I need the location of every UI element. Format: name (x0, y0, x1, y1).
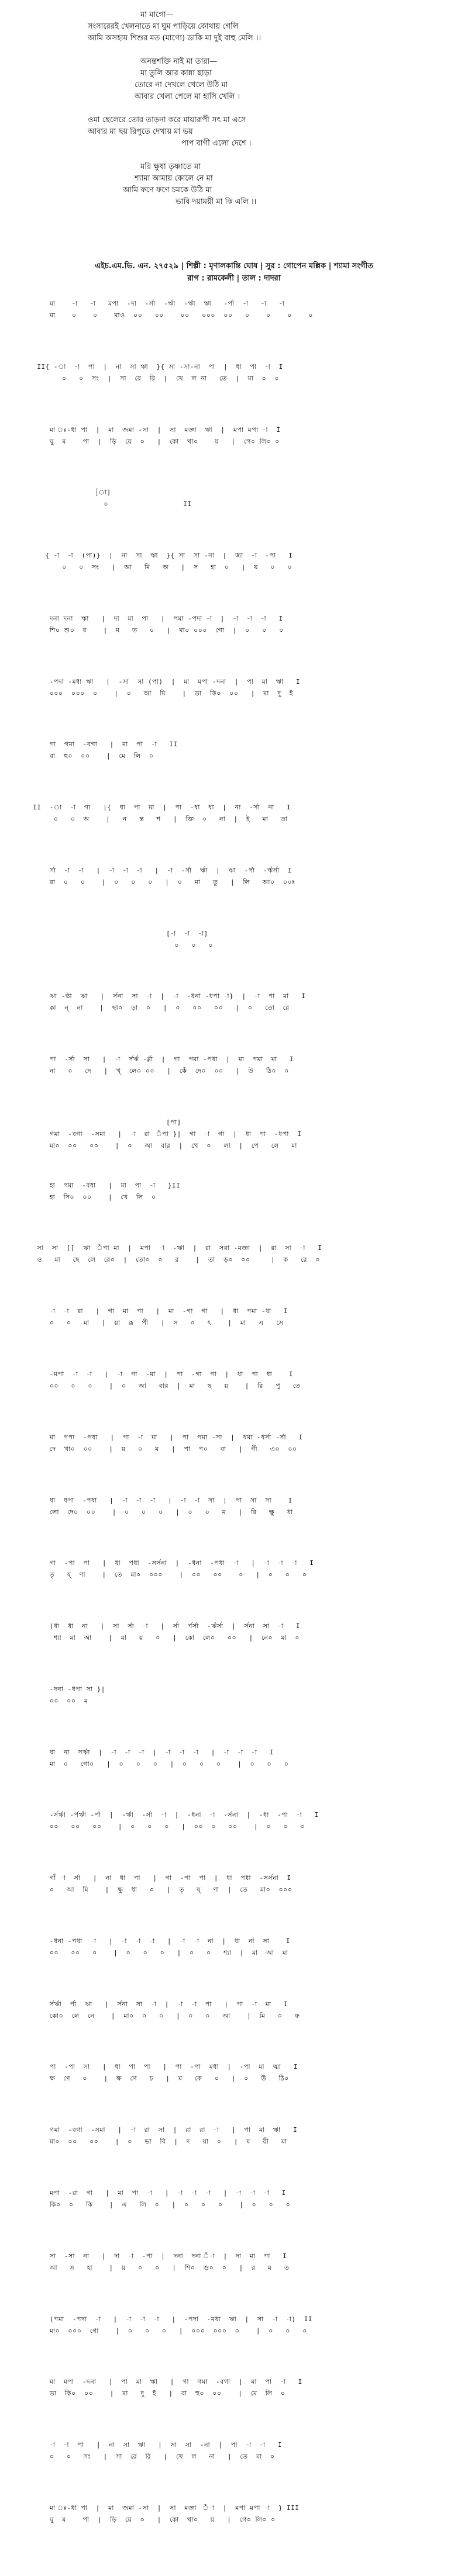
notation-lyric-row: লো দে০ ০০ | ০ ০ ০ | ০ ০ ম | রি ক্ষু ধা (25, 1508, 293, 1516)
notation-lyric-row: ০ ০ সং | সা রে রি | খে ল না তে | মা ০ ০ (25, 374, 280, 382)
notation-swara-row: -র্সর্ঋা -র্পর্ঋা -র্পা | -র্ঋা -র্সা -া | -ধনা -া -র্সনা | -ধা -পা -া I (25, 1811, 319, 1819)
notation-block (25, 865, 443, 928)
notation-block (25, 1999, 443, 2062)
notation-swara-row: পা -র্সা সা | -া র্সর্ঋ -র্গ্গা | গা পমা -পধা | মা পমা মা I (25, 1055, 294, 1064)
notation-block (25, 991, 443, 1054)
notation-lyric-row: হা সি০ ০০ | খে লি ০ (25, 1193, 156, 1201)
poem-line: সংসারেরই খেলনাতে মা ঘুম পাড়িয়ে কোথায় গেলি (88, 22, 239, 31)
notation-block (25, 2439, 443, 2502)
poem-line: মা মাগো— (140, 11, 174, 19)
notation-lyric-row: ০ ০ মা | য়া রূ পী | স ০ ৎ | মা এ সে (25, 1319, 284, 1327)
poem-line: আমি অসহায় শিশুর মত (মাগো) ডাকি মা দুই বাহু মেলি ।। (88, 34, 261, 43)
notation-swara-row: [া] (25, 489, 111, 497)
poem-line: মা তুলি আর কান্না ছাড়া (140, 69, 212, 78)
notation-lyric-row: মা০ ০০ ০০ | ০ আ বার | খে ০ লা | পে লে মা (25, 1141, 297, 1149)
poem-line: শ্যামা আমায় কোলে নে মা (135, 174, 213, 183)
notation-lyric-row: ০ II (25, 500, 192, 508)
notation-block (25, 298, 443, 361)
notation-block (25, 550, 443, 613)
notation-block (25, 1809, 443, 1872)
notation-lyric-row: ০ ০ অ | ন ন্ত শ | ক্তি ০ না | ই মা তা (25, 815, 288, 823)
notation-swara-row: -া -া পা | না সা ঋা | সা সা -না | পা -া -া I (25, 2441, 283, 2449)
notation-lyric-row: তৃ ষ্ ণা | তে মা০ ০০০ | ০০ ০০ ০ | ০ ০ ০ (25, 1571, 307, 1579)
notation-block (25, 361, 443, 424)
notation-swara-row: (পমা -পদা -া | -া -া -া | -পদা -মধা ঋা | সা -া -া) II (25, 2315, 313, 2323)
notation-swara-row: ধা না সর্ঋা | -া -া -া | -া -া -া | -া -া -া I (25, 1748, 274, 1756)
notation-lyric-row: কা ন্ না | ছা০ ড়া ০ | ০ ০০ ০০ | ০ তো রে (25, 1004, 290, 1012)
notation-swara-row: ঋা -ণ্ঠা ঋা | র্সনা সা -া | -া -ধনা -ধপা -া} | -া পা মা I (25, 992, 306, 1000)
poem-line: আবার খেলা পেলে মা হাসি খেলি । (135, 92, 240, 101)
notation-swara-row: -া -া রা | গা মা পা | মা -গা গা | ধা পমা -ধা I (25, 1307, 288, 1315)
notation-swara-row: মা ঃ-ধা পা | মা জমা -সা | সা মজ্ঞা ঋা | মপা মপা -া I (25, 425, 281, 434)
poem-line: আবার মা ছয় রিপুতে দেখায় মা ভয় (88, 127, 193, 136)
notation-block (25, 613, 443, 676)
poem-line: পাপ বাগী এলো দেশে । (181, 139, 252, 148)
notation-swara-row: দনা দনা ঋা | দা মা পা | পমা -পদা -া | -া -া -া I (25, 614, 283, 622)
notation-block (25, 2124, 443, 2187)
notation-swara-row: মা পপা -পধা | পা -া মা | পা পমা -সা | ধমা -ধর্সা -র্সা I (25, 1433, 303, 1441)
poem-stanza-2 (88, 56, 392, 103)
notation-swara-row: [পা] (25, 1118, 181, 1126)
notation-swara-row: { -া -া (পা)} | না সা ঋা }{ সা সা -না | জা -া -পা I (25, 552, 293, 560)
poem-line: মরি ক্ষুধা তৃষ্ণাতে মা (140, 162, 201, 171)
raga-tala-line: রাগ : রামকেলী | তাল : দাদরা (187, 274, 281, 283)
notation-lyric-row: মা ০ গো০ | ০ ০ ০ | ০ ০ ০ | ০ ০ ০ (25, 1760, 289, 1768)
notation-lyric-row: আ স হা | য় ০ ০ | শি০ শু০ ০ | র ম ত (25, 2263, 290, 2272)
notation-lyric-row: ০০০ ০০০ ০ | ০ আ মি | ডা কি০ ০০ | মা দু ই (25, 689, 293, 697)
notation-block (25, 1117, 443, 1180)
notation-lyric-row: ০০ ০০ ০০ | ০ ০ ০ | ০০ ০ ০০ | ০ ০ ০ (25, 1823, 305, 1831)
notation-lyric-row: মা০ ০০০ গো | ০ ০ ০ | ০০০ ০০০ ০ | ০ ০ ০ (25, 2326, 307, 2335)
notation-block (25, 1557, 443, 1621)
notation-lyric-row: শ্যা মা আ | মা য় ০ | কো লে০ ০০ | নে০ মা ০ (25, 1634, 300, 1642)
notation-swara-row: II{ -া -া পা | না সা ঋা }{ সা -সা-না পা | ধা পা -া I (25, 362, 283, 371)
notation-lyric-row: ঘু ম পা | ড়ি য়ে ০ | কো থা০ য় | গে০ লি০ ০ (25, 437, 280, 445)
notation-swara-row: গমা -বগা -সমা | -া রা সা | রা রা -া | পা মা ঋা I (25, 2126, 298, 2134)
notation-lyric-row: রা ০ ০ | ০ ০ ০ | ০ মা তু | লি আ০ ০০ঃ (25, 878, 295, 886)
poem-stanza-3 (88, 115, 392, 150)
notation-lyric-row: ঘু ম পা | ড়ি য়ে ০ | কো থা০ য় | গে০ লি০ ০ (25, 2515, 276, 2523)
notation-swara-row: গমা -বগা -সমা | -া রা ঁপা }| গা -া গা | ধা পা -ধপা I (25, 1130, 302, 1138)
notation-swara-row: II -া -া গা |{ ধা পা মা | পা -ধা ধা | না -র্সা না I (25, 804, 291, 812)
notation-block (25, 802, 443, 865)
notation-block (25, 1936, 443, 1999)
notation-swara-row: সা সা [] ঋা ঁপা মা | মপা -া -ঋা | রা সরা -মজ্ঞা | রা সা -া I (25, 1244, 322, 1252)
notation-block (25, 676, 443, 739)
notation-swara-row: -দনা -ধপা সা }| (25, 1685, 105, 1693)
notation-block (25, 2502, 443, 2565)
notation-block (25, 1872, 443, 1936)
notation-block (25, 424, 443, 487)
notation-swara-row: মপা -রা গা | মা পা -া | -া -া -া | -া -া -া I (25, 2189, 286, 2197)
poem-line: তোরে না দেখলে খেলে উঠি মা (135, 81, 228, 89)
poem-line: আমি ফণে ফণে চমকে উঠি মা (123, 186, 212, 195)
notation-lyric-row: ০০ ০০ ০ | ০ ০ ০ | ০ ০ শ্যা | মা আ মা (25, 1948, 288, 1957)
swaralipi-notation (25, 298, 443, 2565)
poem-stanza-4 (88, 161, 392, 208)
notation-block (25, 928, 443, 991)
poem-line: অনন্তশক্তি নাই মা তারা— (140, 57, 218, 66)
notation-swara-row: মা ঃ-ধা পা | মা জমা -সা | সা মজ্ঞা ঁ-া | মপা মপা -া } III (25, 2504, 300, 2512)
notation-swara-row: -পদা -মধা ঋা | -সা সা (পা) | মা মপা -দনা | পা মা ঋা I (25, 677, 300, 685)
notation-lyric-row: না ০ দে | খ্ লে০ ০০ | কেঁ দে০ ০০ | উ ঠি০ ০ (25, 1067, 289, 1075)
poem-line: ওমা ছেলেরে তোর তাড়না করে মায়ারূপী সৎ মা এসে (88, 116, 246, 124)
notation-swara-row: গা গমা -বগা | মা পা -া II (25, 740, 178, 749)
notation-lyric-row: ০০ ০ ০ | ০ আ বার | মা ছ য় | রি পু তে (25, 1382, 301, 1390)
notation-lyric-row: মা ০ ০ মাও ০০ ০০ ০০ ০০০ ০০ ০ ০ ০ ০ (25, 311, 314, 319)
notation-lyric-row: কো০ লে নে | মা০ ০ ০ | ০ ০ আ | মি ০ ফ (25, 2011, 300, 2020)
notation-swara-row: র্সর্ঋা র্পা ঋা | র্সনা সা -া | -া -া পা | পা -া মা I (25, 2000, 288, 2008)
poem-line: ভাবি দয়াময়ী মা কি এলি ।। (176, 198, 257, 206)
notation-block (25, 1369, 443, 1432)
notation-lyric-row: দে খা০ ০০ | য় ০ ম | পা প০ বা | গী এ০ ০০ (25, 1445, 297, 1453)
notation-block (25, 1621, 443, 1684)
notation-swara-row: [-া -া -া] (25, 929, 208, 937)
notation-lyric-row: ০ ০ সং | আ মি অ | স হা ০ | য় ০ ০ (25, 563, 292, 572)
notation-swara-row: সা -সা না | দা -া -পা | দনা দনা ঁ-া | দা মা পা I (25, 2252, 287, 2260)
notation-swara-row: (ধা ধা না | সা র্সা -া | র্সা র্পর্সা -র্ঋর্সা | র্সনা সা -া I (25, 1622, 300, 1630)
notation-block (25, 1242, 443, 1306)
notation-lyric-row: ০০ ০০ ম (25, 1696, 88, 1705)
notation-lyric-row: ০ ০ সং | সা রে রি | খে ল না | তে মা ০ (25, 2453, 275, 2461)
notation-lyric-row: ডা কি০ ০০ | মা দু ই | বা হু০ ০০ | মে লি ০ (25, 2390, 285, 2398)
notation-swara-row: পা -পা সা | ধা পা পা | পা -পা মধা | -পা মা ত্মা I (25, 2063, 298, 2071)
notation-block (25, 2376, 443, 2439)
notation-block (25, 2187, 443, 2250)
notation-block (25, 1432, 443, 1495)
notation-block (25, 2314, 443, 2377)
notation-swara-row: গাঁ -া র্সা | না ধা পা | গা -পা পা | ধা পধা -সর্সনা I (25, 1874, 291, 1882)
notation-block (25, 1495, 443, 1558)
notation-swara-row: মা মপা -দনা | পা মা ঋা | গা গমা -বগা | মা পা -া I (25, 2378, 302, 2386)
poem-lyrics (88, 9, 392, 220)
notation-swara-row: ধা ধপা -পধা | -া -া -া | -া -া সা | পা সা সা I (25, 1496, 292, 1504)
record-artist-line: এইচ.এম.ভি. এন. ২৭৫২৯ | শিল্পী : মৃণালকান্তি ঘোষ | সুর : গোপেন মল্লিক | শ্যামা সংগীত (95, 262, 373, 271)
notation-block (25, 487, 443, 550)
notation-block (25, 739, 443, 802)
notation-lyric-row: কি০ ০ কি | এ লি ০ | ০ ০ ০ | ০ ০ ০ (25, 2200, 291, 2208)
notation-block (25, 1684, 443, 1747)
notation-block (25, 2061, 443, 2124)
notation-swara-row: -ধনা -পধা -া | -া -া -া | -া -া না | ধা না সা I (25, 1937, 290, 1945)
notation-lyric-row: ও মা ছে লে রে০ | তো০ ০ র | তা ড়০ ০০ | ক রে ০ (25, 1256, 320, 1264)
notation-lyric-row: বা হু০ ০০ | মে লি ০ (25, 752, 154, 760)
notation-swara-row: র্সা -া -া | -া -া -া | -া -র্সা র্ঋা | ঋা -র্পা -র্ঋর্সা I (25, 866, 292, 874)
song-header (23, 261, 445, 285)
notation-block (25, 1180, 443, 1243)
notation-swara-row: মা -া -া মপা -দা -র্সা -র্ঋা -র্ঋা ঋা -র্পা -া -া -া (25, 300, 285, 307)
notation-block (25, 2250, 443, 2314)
notation-swara-row: গা -পা পা | ধা পধা -সর্সনা | -ধনা -পধা -া | -া -া -া I (25, 1559, 314, 1567)
notation-block (25, 1306, 443, 1369)
notation-swara-row: হা গমা -বধা | মা পা -া }II (25, 1181, 181, 1189)
poem-stanza-1 (88, 9, 392, 44)
notation-block (25, 1747, 443, 1810)
notation-swara-row: -মপা -া -া | -া পা -মা | পা -গা গা | ধা পা ধা I (25, 1370, 293, 1379)
notation-lyric-row: ০ আ মি | ক্ষু ধা ০ | তৃ ষ্ ণা | তে মা০ ০০০ (25, 1886, 292, 1894)
notation-lyric-row: ০ ০ ০ (25, 941, 214, 949)
notation-lyric-row: মা০ ০০ ০০ | ০ ভা বি | দ য়া ০ | ম য়ী মা (25, 2138, 287, 2146)
notation-block (25, 1054, 443, 1117)
notation-lyric-row: ক্ষ ণে ০ | ক্ষ ণে চ | ম কে ০ | ০ উ ঠি০ (25, 2075, 289, 2083)
notation-lyric-row: শি০ শু০ র | ম ত ০ | মা০ ০০০ গো | ০ ০ ০ (25, 626, 284, 634)
